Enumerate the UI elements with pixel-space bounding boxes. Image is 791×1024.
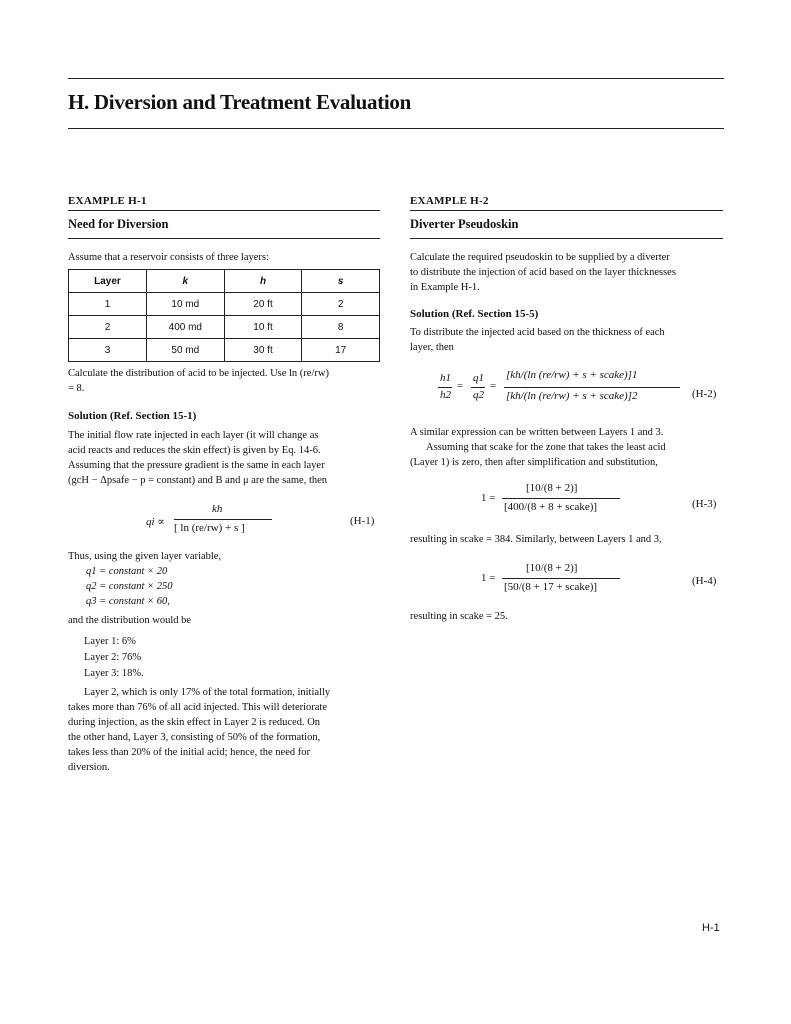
text-line: Layer 2, which is only 17% of the total formation, initially bbox=[84, 687, 331, 698]
eq-h2-bar-h bbox=[438, 387, 452, 388]
table-header: h bbox=[224, 270, 302, 293]
example-h1-title: Need for Diversion bbox=[68, 217, 169, 231]
table-row bbox=[69, 293, 380, 316]
eq-h2-number: (H-2) bbox=[692, 388, 717, 400]
text-line: A similar expression can be written between Layers 1 and 3. bbox=[410, 427, 664, 438]
text-line: the other hand, Layer 3, consisting of 50% of the formation, bbox=[68, 732, 321, 743]
table-cell: 30 ft bbox=[224, 339, 302, 362]
dist-layer-2: Layer 2: 76% bbox=[84, 652, 142, 663]
table-row bbox=[69, 339, 380, 362]
table-cell: 2 bbox=[302, 293, 380, 316]
example-h2-title: Diverter Pseudoskin bbox=[410, 217, 519, 231]
left-para2 bbox=[68, 685, 382, 775]
text-line: in Example H-1. bbox=[410, 282, 480, 293]
eq-h2-q2: q2 bbox=[473, 389, 484, 401]
text-line: The initial flow rate injected in each layer (it will change as bbox=[68, 430, 319, 441]
page-number: H-1 bbox=[702, 922, 720, 934]
layers-table bbox=[68, 269, 380, 362]
q-line-1: q1 = constant × 20 bbox=[86, 566, 168, 577]
eq-h2-q1: q1 bbox=[473, 372, 484, 384]
table-cell: 400 md bbox=[146, 316, 224, 339]
example-h1-title-rule bbox=[68, 238, 380, 239]
eq-h2-bar-q bbox=[471, 387, 485, 388]
eq-h1-lhs: qi ∝ bbox=[146, 516, 165, 528]
text-line: acid reacts and reduces the skin effect) is given by Eq. 14-6. bbox=[68, 445, 321, 456]
text-line: (gcH − Δpsafe − p = constant) and B and μ are the same, then bbox=[68, 475, 328, 486]
thus-line: Thus, using the given layer variable, bbox=[68, 551, 222, 562]
distribution-intro: and the distribution would be bbox=[68, 615, 192, 626]
text-line: To distribute the injected acid based on the thickness of each bbox=[410, 327, 665, 338]
eq-h2-numerator: [kh/(ln (re/rw) + s + scake)]1 bbox=[506, 369, 638, 381]
eq-h1-numerator: kh bbox=[212, 503, 223, 515]
dist-layer-1: Layer 1: 6% bbox=[84, 636, 136, 647]
left-para1 bbox=[68, 428, 382, 488]
eq-h2-h1: h1 bbox=[440, 372, 451, 384]
eq-h3-number: (H-3) bbox=[692, 498, 717, 510]
result-line-1: resulting in scake = 384. Similarly, between Layers 1 and 3, bbox=[410, 534, 662, 545]
table-cell: 20 ft bbox=[224, 293, 302, 316]
table-cell: 8 bbox=[302, 316, 380, 339]
table-cell: 1 bbox=[69, 293, 147, 316]
table-header: s bbox=[302, 270, 380, 293]
eq-h4-number: (H-4) bbox=[692, 575, 717, 587]
q-line-2: q2 = constant × 250 bbox=[86, 581, 173, 592]
text-line: Assuming that the pressure gradient is the same in each layer bbox=[68, 460, 325, 471]
table-row bbox=[69, 316, 380, 339]
eq-h4-denominator: [50/(8 + 17 + scake)] bbox=[504, 581, 598, 593]
eq-h2-equals-1: = bbox=[457, 380, 464, 392]
table-header: Layer bbox=[69, 270, 147, 293]
eq-h2-denominator: [kh/(ln (re/rw) + s + scake)]2 bbox=[506, 390, 638, 402]
eq-h3-fraction-bar bbox=[502, 498, 620, 499]
q-line-3: q3 = constant × 60, bbox=[86, 596, 170, 607]
right-para-a bbox=[410, 425, 724, 470]
right-intro bbox=[410, 250, 724, 295]
eq-h4-lhs: 1 = bbox=[481, 572, 496, 584]
right-sol-intro bbox=[410, 325, 724, 355]
example-h1-rule bbox=[68, 210, 380, 211]
text-line: diversion. bbox=[68, 762, 110, 773]
table-header-row bbox=[69, 270, 380, 293]
left-intro: Assume that a reservoir consists of three layers: bbox=[68, 252, 269, 263]
eq-h1-fraction-bar bbox=[174, 519, 272, 520]
example-h2-title-rule bbox=[410, 238, 723, 239]
after-table-line-1: Calculate the distribution of acid to be injected. Use ln (re/rw) bbox=[68, 368, 329, 379]
table-cell: 3 bbox=[69, 339, 147, 362]
eq-h2-fraction-bar bbox=[504, 387, 680, 388]
text-line: (Layer 1) is zero, then after simplification and substitution, bbox=[410, 457, 658, 468]
table-cell: 10 ft bbox=[224, 316, 302, 339]
example-h2-label: EXAMPLE H-2 bbox=[410, 195, 489, 207]
section-title: H. Diversion and Treatment Evaluation bbox=[68, 90, 412, 114]
table-header: k bbox=[146, 270, 224, 293]
table-cell: 2 bbox=[69, 316, 147, 339]
eq-h3-numerator: [10/(8 + 2)] bbox=[526, 482, 578, 494]
dist-layer-3: Layer 3: 18%. bbox=[84, 668, 144, 679]
text-line: Assuming that scake for the zone that takes the least acid bbox=[426, 442, 666, 453]
title-underline-rule bbox=[68, 128, 724, 129]
solution-h2-heading: Solution (Ref. Section 15-5) bbox=[410, 308, 539, 320]
text-line: takes less than 20% of the initial acid; hence, the need for bbox=[68, 747, 310, 758]
eq-h4-fraction-bar bbox=[502, 578, 620, 579]
example-h2-rule bbox=[410, 210, 723, 211]
after-table-line-2: = 8. bbox=[68, 383, 85, 394]
top-rule bbox=[68, 78, 724, 79]
table-cell: 10 md bbox=[146, 293, 224, 316]
text-line: layer, then bbox=[410, 342, 454, 353]
eq-h1-number: (H-1) bbox=[350, 515, 375, 527]
eq-h3-denominator: [400/(8 + 8 + scake)] bbox=[504, 501, 598, 513]
text-line: to distribute the injection of acid based on the layer thicknesses bbox=[410, 267, 676, 278]
eq-h2-h2: h2 bbox=[440, 389, 451, 401]
example-h1-label: EXAMPLE H-1 bbox=[68, 195, 147, 207]
eq-h3-lhs: 1 = bbox=[481, 492, 496, 504]
solution-h1-heading: Solution (Ref. Section 15-1) bbox=[68, 410, 197, 422]
text-line: Calculate the required pseudoskin to be supplied by a diverter bbox=[410, 252, 670, 263]
eq-h2-equals-2: = bbox=[490, 380, 497, 392]
table-cell: 50 md bbox=[146, 339, 224, 362]
eq-h1-denominator: [ ln (re/rw) + s ] bbox=[174, 522, 245, 534]
table-cell: 17 bbox=[302, 339, 380, 362]
text-line: during injection, as the skin effect in Layer 2 is reduced. On bbox=[68, 717, 321, 728]
result-line-2: resulting in scake = 25. bbox=[410, 611, 508, 622]
text-line: takes more than 76% of all acid injected. This will deteriorate bbox=[68, 702, 328, 713]
eq-h4-numerator: [10/(8 + 2)] bbox=[526, 562, 578, 574]
